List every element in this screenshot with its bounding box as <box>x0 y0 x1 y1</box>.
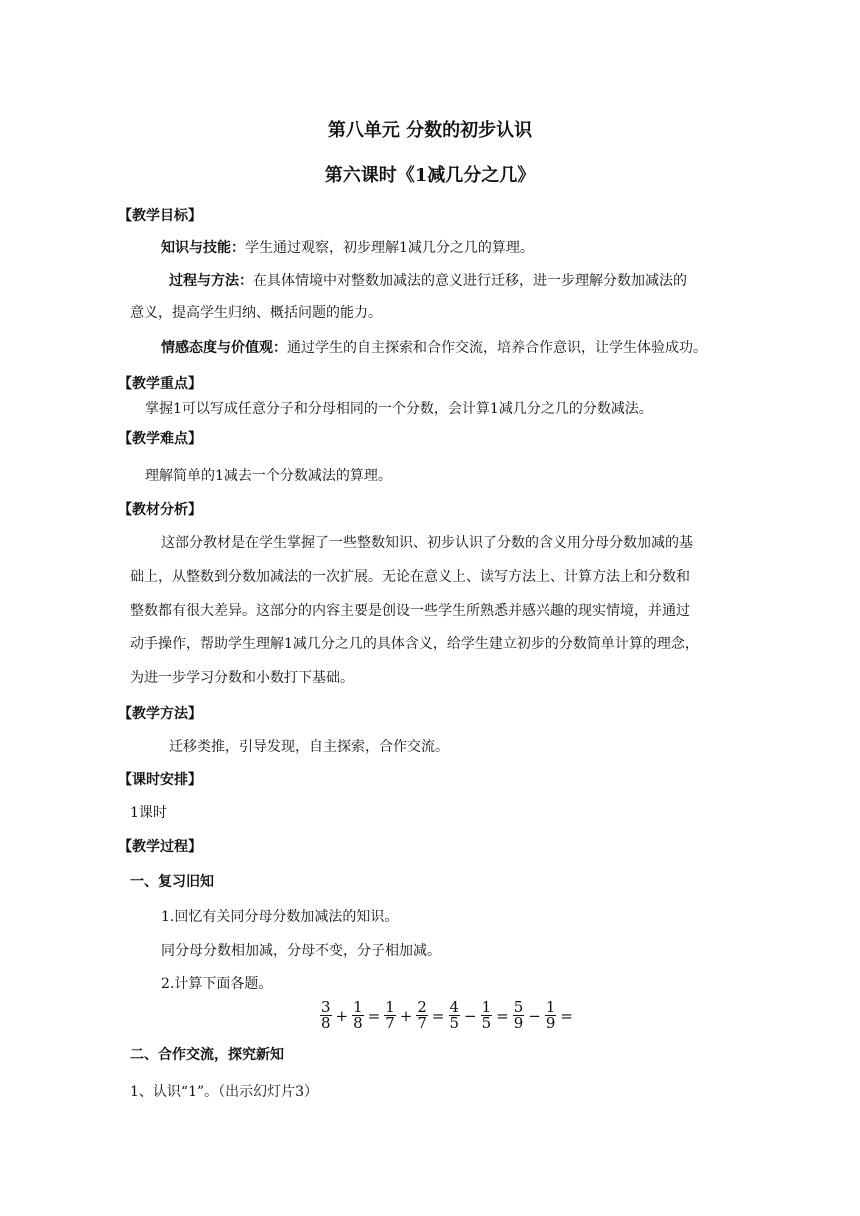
analysis-line: 为进一步学习分数和小数打下基础。 <box>130 670 354 686</box>
fraction: $\frac{4}{5}$ <box>449 998 460 1032</box>
page-title: 第八单元 分数的初步认识 <box>327 120 533 141</box>
process-heading: 【教学过程】 <box>118 839 202 855</box>
method-heading: 【教学方法】 <box>118 706 202 722</box>
equals-sign: = <box>367 1006 381 1025</box>
process-text-1: 在具体情境中对整数加减法的意义进行迁移，进一步理解分数加减法的 <box>253 273 687 289</box>
method-text: 迁移类推，引导发现，自主探索，合作交流。 <box>169 739 449 755</box>
fraction: $\frac{1}{9}$ <box>545 998 556 1032</box>
fraction-exercises <box>318 1000 575 1031</box>
fraction: $\frac{1}{8}$ <box>353 998 363 1032</box>
emotion-text: 通过学生的自主探索和合作交流，培养合作意识，让学生体验成功。 <box>287 340 707 356</box>
analysis-line: 这部分教材是在学生掌握了一些整数知识、初步认识了分数的含义用分母分数加减的基 <box>161 535 693 551</box>
analysis-line: 整数都有很大差异。这部分的内容主要是创设一些学生所熟悉并感兴趣的现实情境，并通过 <box>130 603 690 619</box>
operator: + <box>335 1006 349 1025</box>
review-item-1: 1.回忆有关同分母分数加减法的知识。 <box>161 909 399 925</box>
fraction: $\frac{5}{9}$ <box>513 998 524 1032</box>
difficulty-heading: 【教学难点】 <box>118 431 202 447</box>
explore-item-1: 1、认识“1”。（出示幻灯片3） <box>130 1084 319 1100</box>
equals-sign: = <box>496 1006 509 1025</box>
objective-process <box>169 270 687 290</box>
emotion-label: 情感态度与价值观： <box>161 340 287 356</box>
equals-sign: = <box>560 1006 573 1025</box>
analysis-line: 动手操作，帮助学生理解1减几分之几的具体含义，给学生建立初步的分数简单计算的理念， <box>130 636 699 652</box>
fraction: $\frac{1}{7}$ <box>385 998 395 1032</box>
fraction: $\frac{1}{5}$ <box>481 998 492 1032</box>
key-point-heading: 【教学重点】 <box>118 376 202 392</box>
section-review: 一、复习旧知 <box>130 874 214 890</box>
objective-emotion <box>161 337 707 357</box>
review-rule: 同分母分数相加减，分母不变，分子相加减。 <box>161 943 441 959</box>
operator: − <box>528 1006 541 1025</box>
process-text-2: 意义，提高学生归纳、概括问题的能力。 <box>130 305 382 321</box>
analysis-heading: 【教材分析】 <box>118 502 202 518</box>
section-explore: 二、合作交流，探究新知 <box>130 1047 284 1063</box>
fraction: $\frac{2}{7}$ <box>417 998 427 1032</box>
difficulty-text: 理解简单的1减去一个分数减法的算理。 <box>145 468 392 484</box>
objectives-heading: 【教学目标】 <box>118 208 202 224</box>
key-point-text: 掌握1可以写成任意分子和分母相同的一个分数，会计算1减几分之几的分数减法。 <box>145 401 653 417</box>
operator: − <box>464 1006 477 1025</box>
schedule-heading: 【课时安排】 <box>118 772 202 788</box>
review-item-2: 2.计算下面各题。 <box>161 976 273 992</box>
equals-sign: = <box>431 1006 445 1025</box>
process-label: 过程与方法： <box>169 273 253 289</box>
lesson-subtitle: 第六课时《1减几分之几》 <box>324 165 536 186</box>
operator: + <box>399 1006 413 1025</box>
objective-knowledge <box>161 237 534 257</box>
analysis-line: 础上，从整数到分数加减法的一次扩展。无论在意义上、读写方法上、计算方法上和分数和 <box>130 569 690 585</box>
knowledge-label: 知识与技能： <box>161 240 245 256</box>
knowledge-text: 学生通过观察，初步理解1减几分之几的算理。 <box>245 240 534 256</box>
schedule-text: 1课时 <box>130 805 167 821</box>
fraction: $\frac{3}{8}$ <box>321 998 331 1032</box>
